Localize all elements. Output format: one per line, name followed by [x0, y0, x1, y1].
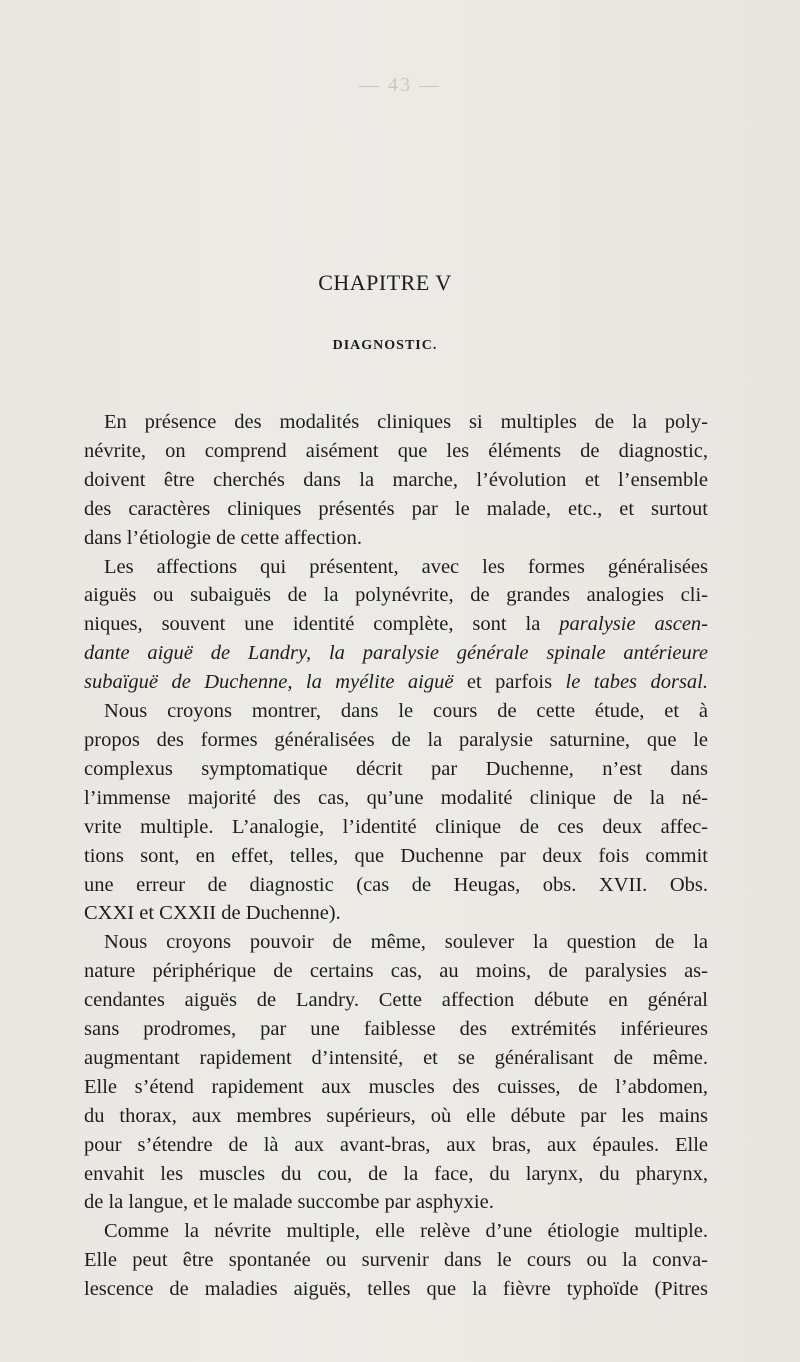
text-line: aiguës ou subaiguës de la polynévrite, de grandes analogies cli- — [84, 584, 708, 607]
text-line: cendantes aiguës de Landry. Cette affection débute en général — [84, 989, 708, 1012]
text-line: du thorax, aux membres supérieurs, où elle débute par les mains — [84, 1104, 708, 1127]
text-segment-italic: la paralysie générale spinale antérieure — [328, 642, 709, 665]
page-number: — 43 — — [359, 74, 441, 96]
text-segment-italic: dante aiguë de Landry, — [84, 642, 312, 665]
text-line: Elle s’étend rapidement aux muscles des cuisses, de l’abdomen, — [84, 1075, 708, 1098]
section-title: DIAGNOSTIC. — [332, 338, 438, 353]
text-line: Nous croyons montrer, dans le cours de cette étude, et à — [104, 700, 708, 723]
chapter-title: CHAPITRE V — [318, 270, 452, 295]
text-line: Comme la névrite multiple, elle relève d’une étiologie multiple. — [104, 1220, 708, 1243]
text-line: propos des formes généralisées de la paralysie saturnine, que le — [84, 728, 708, 751]
text-line: augmentant rapidement d’intensité, et se généralisant de même. — [84, 1046, 708, 1069]
text-segment-italic: le tabes dorsal. — [565, 671, 708, 694]
text-line-mixed — [84, 668, 708, 697]
text-line: une erreur de diagnostic (cas de Heugas, obs. XVII. Obs. — [84, 873, 708, 896]
text-line: tions sont, en effet, telles, que Duchenne par deux fois commit — [84, 844, 708, 867]
text-line: Nous croyons pouvoir de même, soulever la question de la — [104, 931, 708, 954]
text-line: envahit les muscles du cou, de la face, du larynx, du pharynx, — [84, 1162, 708, 1185]
text-line: l’immense majorité des cas, qu’une modalité clinique de la né- — [84, 786, 708, 809]
body-text — [84, 408, 708, 1304]
text-line: lescence de maladies aiguës, telles que la fièvre typhoïde (Pitres — [84, 1278, 708, 1301]
text-line: sans prodromes, par une faiblesse des extrémités inférieures — [84, 1018, 708, 1041]
text-line: complexus symptomatique décrit par Duchenne, n’est dans — [84, 757, 708, 780]
text-line: Les affections qui présentent, avec les formes généralisées — [104, 555, 708, 578]
text-segment: et parfois — [466, 671, 553, 694]
text-line: pour s’étendre de là aux avant-bras, aux bras, aux épaules. Elle — [84, 1133, 708, 1156]
text-segment-italic: paralysie ascen- — [559, 613, 708, 636]
text-line-mixed — [84, 610, 708, 639]
text-segment-italic: la myélite aiguë — [305, 671, 454, 694]
text-line: dans l’étiologie de cette affection. — [84, 526, 362, 549]
text-line-mixed — [84, 639, 708, 668]
text-line: nature périphérique de certains cas, au moins, de paralysies as- — [84, 960, 708, 983]
text-line: des caractères cliniques présentés par le malade, etc., et surtout — [84, 497, 708, 520]
text-line: vrite multiple. L’analogie, l’identité clinique de ces deux affec- — [84, 815, 708, 838]
text-line: Elle peut être spontanée ou survenir dans le cours ou la conva- — [84, 1249, 708, 1272]
text-line: CXXI et CXXII de Duchenne). — [84, 902, 341, 925]
text-segment-italic: subaïguë de Duchenne, — [84, 671, 293, 694]
text-segment: niques, souvent une identité complète, sont la — [84, 613, 541, 636]
text-line: doivent être cherchés dans la marche, l’évolution et l’ensemble — [84, 468, 708, 491]
text-line: de la langue, et le malade succombe par asphyxie. — [84, 1191, 494, 1214]
text-line: En présence des modalités cliniques si multiples de la poly- — [104, 411, 708, 433]
text-line: névrite, on comprend aisément que les éléments de diagnostic, — [84, 439, 708, 462]
